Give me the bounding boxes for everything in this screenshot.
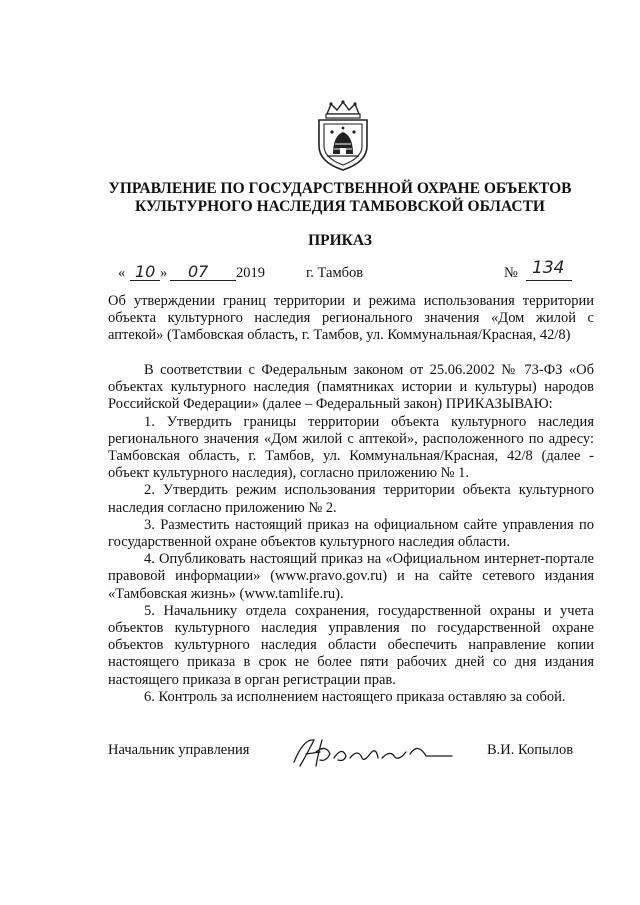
- date-quote-close: »: [160, 265, 168, 281]
- body-item-5: 5. Начальнику отдела сохранения, государственной охраны и учета объектов культурного наследия управления по государственной охране объектов культурного наследия области обеспечить направление копии настоящего приказа в срок не более пяти рабочих дней со дня издания настоящего приказа в орган регистрации прав.: [108, 602, 594, 688]
- date-day-underline: [130, 280, 160, 281]
- document-meta-row: [0, 258, 640, 286]
- date-day: 10: [135, 262, 156, 281]
- org-title-line-2: КУЛЬТУРНОГО НАСЛЕДИЯ ТАМБОВСКОЙ ОБЛАСТИ: [135, 198, 545, 215]
- document-number: 134: [532, 258, 565, 278]
- body-item-1: 1. Утвердить границы территории объекта культурного наследия регионального значения «Дом жилой с аптекой», расположенного по адресу: Тамбовская область, г. Тамбов, ул. Коммунальная/Красная, 42/8 (далее - объект культурного наследия), согласно приложению № 1.: [108, 413, 594, 482]
- body-item-4: 4. Опубликовать настоящий приказ на «Официальном интернет-портале правовой информации» (www.pravo.gov.ru) и на сайте сетевого издания «Тамбовская жизнь» (www.tamlife.ru).: [108, 551, 594, 602]
- tambov-coat-of-arms-icon: [313, 100, 373, 172]
- number-sign: №: [504, 265, 518, 281]
- body-item-3: 3. Разместить настоящий приказ на официальном сайте управления по государственной охране объектов культурного наследия области.: [108, 516, 594, 551]
- date-quote-open: «: [118, 265, 126, 281]
- body-item-2: 2. Утвердить режим использования территории объекта культурного наследия согласно приложению № 2.: [108, 482, 594, 516]
- signer-position: Начальник управления: [108, 742, 250, 758]
- org-title-line-1: УПРАВЛЕНИЕ ПО ГОСУДАРСТВЕННОЙ ОХРАНЕ ОБЪЕКТОВ: [108, 180, 572, 197]
- number-underline: [526, 280, 572, 281]
- document-body: [108, 362, 594, 706]
- date-month: 07: [188, 262, 209, 281]
- handwritten-signature: [286, 732, 456, 772]
- document-subject: Об утверждении границ территории и режима использования территории объекта культурного наследия регионального значения «Дом жилой с аптекой» (Тамбовская область, г. Тамбов, ул. Коммунальная/Красная, 42/8): [108, 293, 594, 343]
- document-type-title: ПРИКАЗ: [308, 232, 372, 249]
- signer-name: В.И. Копылов: [487, 742, 574, 758]
- org-title: [60, 180, 620, 216]
- body-item-6: 6. Контроль за исполнением настоящего приказа оставляю за собой.: [144, 688, 566, 705]
- body-preamble: В соответствии с Федеральным законом от 25.06.2002 № 73-ФЗ «Об объектах культурного наследия (памятниках истории и культуры) народов Российской Федерации» (далее – Федеральный закон) ПРИКАЗЫВАЮ:: [108, 362, 594, 413]
- city: г. Тамбов: [306, 265, 364, 281]
- date-year: 2019: [236, 265, 265, 281]
- signature-block: [0, 732, 640, 772]
